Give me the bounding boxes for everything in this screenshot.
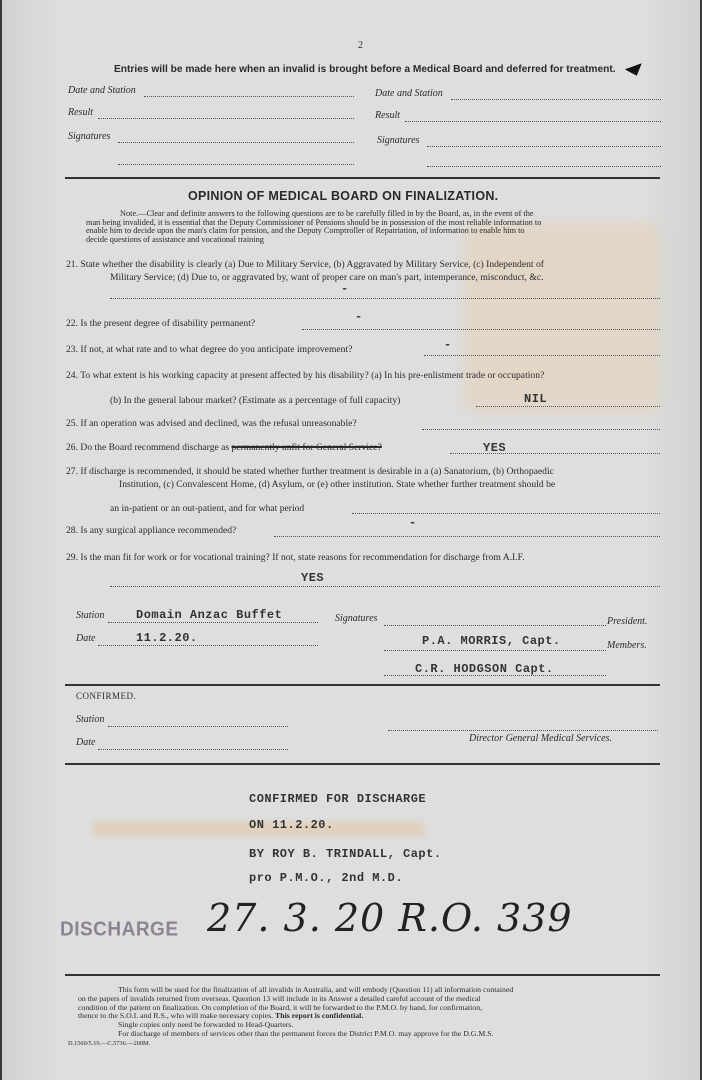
answer-28: - xyxy=(409,516,417,530)
ink-blot xyxy=(625,63,645,79)
deferred-date-station-label: Date and Station xyxy=(68,85,136,96)
form-page xyxy=(2,0,700,1080)
board-signatures-label: Signatures xyxy=(335,613,378,624)
typed-line-1: CONFIRMED FOR DISCHARGE xyxy=(249,792,427,806)
members-label: Members. xyxy=(607,640,647,651)
question-23: 23. If not, at what rate and to what degree do you anticipate improvement? xyxy=(66,344,353,355)
question-26-prefix: 26. Do the Board recommend discharge as xyxy=(66,442,230,453)
discharge-stamp: DISCHARGE xyxy=(60,918,179,941)
dgms-label: Director General Medical Services. xyxy=(469,733,612,744)
question-21-line2: Military Service; (d) Due to, or aggravated by, want of proper care on man's part, intemperance, misconduct, &c. xyxy=(110,272,544,283)
deferred-signatures-label-right: Signatures xyxy=(377,135,420,146)
question-27-line2: Institution, (c) Convalescent Home, (d) Asylum, or (e) other institution. State whether further treatment should be xyxy=(119,479,556,490)
question-27-line3: an in-patient or an out-patient, and for what period xyxy=(110,503,305,514)
deferred-heading: Entries will be made here when an invalid is brought before a Medical Board and deferred for treatment. xyxy=(114,64,616,75)
deferred-date-station-label-right: Date and Station xyxy=(375,88,443,99)
answer-23: - xyxy=(444,338,452,352)
footer-line-4: thence to the S.O.I. and R.S., who will make necessary copies. xyxy=(78,1011,274,1021)
board-date-label: Date xyxy=(76,633,96,644)
form-code: D.1560/5.19.—C.5736.—200M. xyxy=(68,1040,151,1047)
section-divider xyxy=(65,763,660,765)
answer-29: YES xyxy=(301,571,325,585)
typed-line-4: pro P.M.O., 2nd M.D. xyxy=(249,871,404,885)
member-2: C.R. HODGSON Capt. xyxy=(415,662,554,676)
answer-24: NIL xyxy=(524,392,548,406)
answer-22: - xyxy=(355,310,363,324)
footer-line: condition of the patient on finalization. On completion of the Board, it will be forwarded to the P.M.O. by hand, for confirmation, xyxy=(78,1002,483,1012)
question-26 xyxy=(66,442,382,453)
typed-line-3: BY ROY B. TRINDALL, Capt. xyxy=(249,847,442,861)
question-26-struck: permanently unfit for General Service? xyxy=(231,442,382,453)
footer-line: For discharge of members of services other than the permanent forces the District P.M.O. may approve for the D.G.M.S. xyxy=(118,1028,494,1038)
footer-line: on the papers of invalids returned from overseas. Question 13 will include in its Answer a detailed careful account of the medical xyxy=(78,993,481,1003)
section-divider xyxy=(65,974,660,976)
typed-line-2: ON 11.2.20. xyxy=(249,818,334,832)
board-date-value: 11.2.20. xyxy=(136,631,198,645)
confidential-note: This report is confidential. xyxy=(275,1011,364,1021)
page-number: 2 xyxy=(358,40,363,51)
note-line: man being invalided, it is essential that the Deputy Commissioner of Pensions should be in possession of the most reliable information to xyxy=(86,217,542,227)
opinion-title: OPINION OF MEDICAL BOARD ON FINALIZATION. xyxy=(188,189,499,203)
footer-text xyxy=(78,986,513,1039)
opinion-note xyxy=(86,210,541,244)
question-29: 29. Is the man fit for work or for vocational training? If not, state reasons for recommendation for discharge from A.I.F. xyxy=(66,552,525,563)
question-27: 27. If discharge is recommended, it should be stated whether further treatment is desirable in a (a) Sanatorium, (b) Orthopaedic xyxy=(66,466,554,477)
question-21: 21. State whether the disability is clearly (a) Due to Military Service, (b) Aggravated by Military Service, (c) Independent of xyxy=(66,259,544,270)
question-24b: (b) In the general labour market? (Estimate as a percentage of full capacity) xyxy=(110,395,401,406)
note-line: enable him to decide upon the man's claim for pension, and the Deputy Comptroller of Repatriation, of information to enable him to xyxy=(86,226,525,236)
note-line: Note.—Clear and definite answers to the following questions are to be carefully filled in by the Board, as, in the event of the xyxy=(120,209,534,218)
question-24: 24. To what extent is his working capacity at present affected by his disability? (a) In his pre-enlistment trade or occupation? xyxy=(66,370,545,381)
confirmed-station-label: Station xyxy=(76,714,105,725)
question-22: 22. Is the present degree of disability permanent? xyxy=(66,318,256,329)
section-divider xyxy=(65,684,660,686)
answer-21: - xyxy=(341,282,349,296)
president-label: President. xyxy=(607,616,648,627)
paper-stain xyxy=(464,222,660,412)
deferred-result-label: Result xyxy=(68,107,93,118)
board-station-label: Station xyxy=(76,610,105,621)
confirmed-heading: CONFIRMED. xyxy=(76,691,137,701)
answer-26: YES xyxy=(483,441,507,455)
section-divider xyxy=(65,177,660,179)
handwritten-annotation: 27. 3. 20 R.O. 339 xyxy=(207,896,573,940)
member-1: P.A. MORRIS, Capt. xyxy=(422,634,561,648)
question-28: 28. Is any surgical appliance recommended? xyxy=(66,525,237,536)
board-station-value: Domain Anzac Buffet xyxy=(136,608,283,622)
footer-line: This form will be used for the finalization of all invalids in Australia, and will embody (Question 11) all information contained xyxy=(118,985,514,994)
question-25: 25. If an operation was advised and declined, was the refusal unreasonable? xyxy=(66,418,357,429)
note-line: decide questions of assistance and vocational training xyxy=(86,234,264,244)
deferred-result-label-right: Result xyxy=(375,110,400,121)
footer-line: Single copies only need be forwarded to Head-Quarters. xyxy=(118,1020,294,1030)
deferred-signatures-label: Signatures xyxy=(68,131,111,142)
confirmed-date-label: Date xyxy=(76,737,96,748)
